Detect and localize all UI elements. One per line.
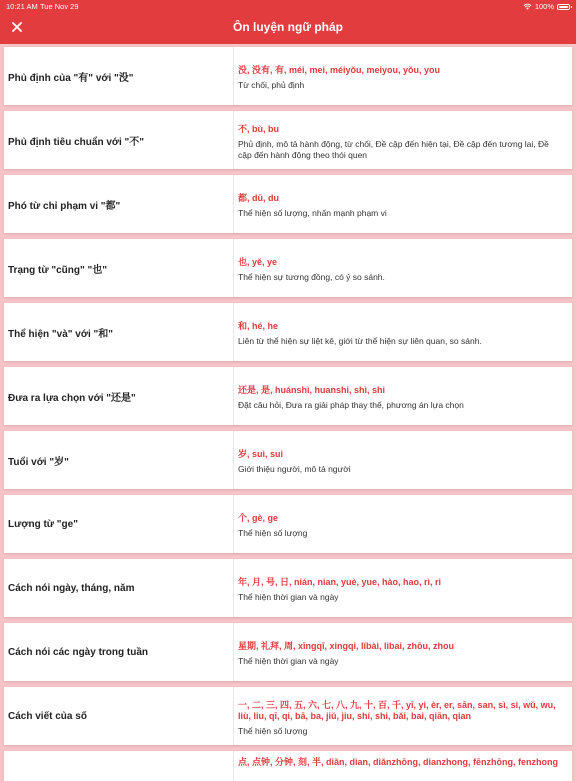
nav-bar [0,12,576,44]
grammar-item-detail [234,175,572,233]
grammar-item-detail [234,751,572,781]
grammar-item-detail [234,623,572,681]
grammar-item-title: Cách viết của số [4,687,234,745]
grammar-item-detail [234,559,572,617]
grammar-item-meaning: Thể hiện thời gian và ngày [238,656,339,666]
wifi-icon [523,3,532,10]
grammar-item-title: Cách nói các ngày trong tuần [4,623,234,681]
status-bar [0,0,576,12]
page-title: Ôn luyện ngữ pháp [232,20,344,34]
grammar-item-title: Tuổi với "岁" [4,431,234,489]
grammar-item-pinyin: 星期, 礼拜, 周, xīngqī, xingqi, lǐbài, libai, zhōu, zhou [238,641,455,651]
grammar-item[interactable] [4,751,572,781]
status-right [523,2,570,11]
grammar-item-meaning: Phủ định, mô tả hành động, từ chối, Đề cập đến hiện tại, Đề cập đến tương lai, Đề cập đến hành động theo thói quen [238,138,549,160]
grammar-item[interactable] [4,175,572,233]
grammar-item[interactable] [4,559,572,617]
grammar-item-pinyin: 也, yě, ye [238,257,278,267]
grammar-item-meaning: Thể hiện số lượng [238,725,308,736]
grammar-item-detail [234,111,572,169]
grammar-item-meaning: Thể hiện sự tương đồng, có ý so sánh. [238,272,385,282]
grammar-item-meaning: Đặt câu hỏi, Đưa ra giải pháp thay thế, phương án lựa chọn [238,400,464,410]
grammar-item[interactable] [4,623,572,681]
grammar-item-detail [234,367,572,425]
grammar-item-meaning: Thể hiện số lượng, nhấn mạnh phạm vi [238,208,387,218]
grammar-item[interactable] [4,367,572,425]
grammar-item-pinyin: 年, 月, 号, 日, nián, nian, yuè, yue, hào, hao, rì, ri [238,577,442,587]
grammar-item[interactable] [4,303,572,361]
grammar-item-pinyin: 没, 没有, 有, méi, mei, méiyǒu, meiyou, yǒu, you [238,65,441,75]
grammar-item-meaning: Giới thiệu người, mô tả người [238,464,351,474]
grammar-item-title: Lượng từ "ge" [4,495,234,553]
grammar-item-pinyin: 和, hé, he [238,321,279,331]
grammar-item-detail [234,495,572,553]
grammar-item-pinyin: 个, gè, ge [238,513,279,523]
grammar-item-title [4,751,234,781]
grammar-item-title: Phủ định của "有" với "没" [4,47,234,105]
grammar-item-pinyin: 不, bù, bu [238,123,279,134]
grammar-item-meaning: Thể hiện thời gian và ngày [238,592,339,602]
grammar-item-pinyin: 还是, 是, huánshì, huanshi, shì, shi [238,385,386,395]
grammar-item-title: Đưa ra lựa chọn với "还是" [4,367,234,425]
grammar-item-pinyin: 岁, suì, sui [238,449,284,459]
grammar-item-detail [234,303,572,361]
grammar-item-pinyin: 都, dū, du [238,193,279,203]
status-time: 10:21 AM [6,2,38,11]
grammar-item-title: Trạng từ "cũng" "也" [4,239,234,297]
grammar-item-detail [234,47,572,105]
grammar-item-detail [234,431,572,489]
grammar-item-meaning: Thể hiện số lượng [238,528,308,538]
battery-icon [557,4,570,10]
battery-percent: 100% [534,2,554,11]
grammar-item-meaning: Từ chối, phủ định [238,80,305,90]
grammar-item-pinyin: 一, 二, 三, 四, 五, 六, 七, 八, 九, 十, 百, 千, yī, yi, èr, er, sān, san, sì, si, wǔ, wu, liù, liu, qī, qi, bā, ba, jiǔ, jiu, shí, shi, bǎi, bai, qiān, qian [238,699,556,721]
grammar-item-title: Phó từ chỉ phạm vi "都" [4,175,234,233]
grammar-item-title: Thể hiện "và" với "和" [4,303,234,361]
grammar-item[interactable] [4,495,572,553]
status-date: Tue Nov 29 [40,2,79,11]
grammar-item-detail [234,239,572,297]
grammar-item-pinyin: 点, 点钟, 分钟, 刻, 半, diǎn, dian, diǎnzhōng, dianzhong, fēnzhōng, fenzhong [238,757,558,767]
grammar-item-detail [234,687,572,745]
grammar-item[interactable] [4,111,572,169]
grammar-item[interactable] [4,431,572,489]
grammar-item[interactable] [4,47,572,105]
grammar-item-meaning: Liên từ thể hiện sự liệt kê, giới từ thể hiện sự liên quan, so sánh. [238,336,482,346]
grammar-item[interactable] [4,239,572,297]
grammar-item-title: Cách nói ngày, tháng, năm [4,559,234,617]
grammar-item-title: Phủ định tiêu chuẩn với "不" [4,111,234,169]
grammar-item[interactable] [4,687,572,745]
